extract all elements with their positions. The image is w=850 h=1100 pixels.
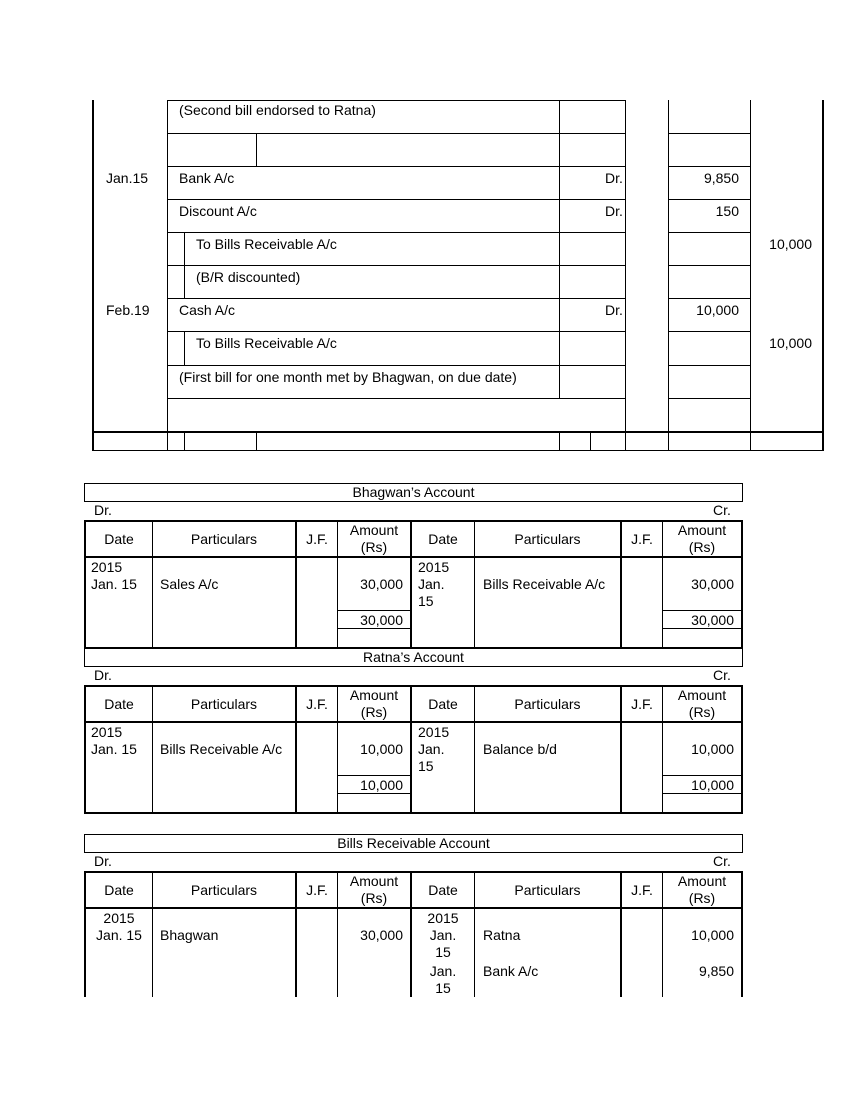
journal-narration: (B/R discounted) <box>196 269 301 285</box>
journal-debit: 10,000 <box>696 302 739 318</box>
entry-year: 2015 <box>91 724 123 740</box>
ledger-title: Bills Receivable Account <box>84 834 743 853</box>
col-jf: J.F. <box>631 531 653 547</box>
entry-date: Jan. 15 <box>418 576 445 609</box>
col-date: Date <box>104 531 134 547</box>
col-amount: Amount (Rs) <box>677 687 727 720</box>
ledger-title: Ratna’s Account <box>84 648 743 667</box>
col-date: Date <box>428 696 458 712</box>
journal-dr-label: Dr. <box>605 302 623 318</box>
entry-amount: 30,000 <box>360 927 403 943</box>
col-amount: Amount (Rs) <box>349 687 399 720</box>
entry-year: 2015 <box>91 559 123 575</box>
col-date: Date <box>428 882 458 898</box>
col-jf: J.F. <box>306 882 328 898</box>
journal-particulars: Discount A/c <box>179 203 257 219</box>
col-date: Date <box>428 531 458 547</box>
cr-label: Cr. <box>713 502 731 518</box>
dr-label: Dr. <box>94 853 112 869</box>
col-jf: J.F. <box>631 882 653 898</box>
col-amount: Amount (Rs) <box>677 873 727 906</box>
journal-dr-label: Dr. <box>605 170 623 186</box>
col-particulars: Particulars <box>190 531 258 547</box>
cr-label: Cr. <box>713 853 731 869</box>
journal-debit: 9,850 <box>703 170 739 186</box>
entry-particulars: Sales A/c <box>160 576 219 592</box>
entry-total: 30,000 <box>360 612 403 628</box>
entry-amount: 9,850 <box>698 963 734 979</box>
journal-dr-label: Dr. <box>605 203 623 219</box>
col-jf: J.F. <box>306 696 328 712</box>
entry-amount: 10,000 <box>360 741 403 757</box>
entry-amount: 10,000 <box>691 927 734 943</box>
entry-date: Jan. 15 <box>91 576 137 592</box>
col-particulars: Particulars <box>190 882 258 898</box>
col-amount: Amount (Rs) <box>677 522 727 555</box>
entry-total: 30,000 <box>691 612 734 628</box>
entry-year: 2015 <box>418 559 450 575</box>
entry-amount: 30,000 <box>691 576 734 592</box>
entry-year: 2015 <box>103 910 135 926</box>
journal-debit: 150 <box>715 203 739 219</box>
col-particulars: Particulars <box>514 882 581 898</box>
journal-narration: (First bill for one month met by Bhagwan, on due date) <box>179 369 517 385</box>
ledger-title: Bhagwan’s Account <box>84 483 743 502</box>
entry-amount: 30,000 <box>360 576 403 592</box>
journal-particulars: Cash A/c <box>179 302 236 318</box>
entry-particulars: Balance b/d <box>483 741 557 757</box>
col-particulars: Particulars <box>514 696 581 712</box>
entry-date: Jan. 15 <box>429 963 457 996</box>
entry-particulars: Bills Receivable A/c <box>160 741 283 757</box>
entry-amount: 10,000 <box>691 741 734 757</box>
col-jf: J.F. <box>631 696 653 712</box>
entry-date: Jan. 15 <box>418 741 445 774</box>
entry-total: 10,000 <box>691 777 734 793</box>
entry-total: 10,000 <box>360 777 403 793</box>
entry-year: 2015 <box>418 724 450 740</box>
journal-credit: 10,000 <box>769 335 812 351</box>
col-amount: Amount (Rs) <box>349 522 399 555</box>
entry-date: Jan. 15 <box>429 927 457 960</box>
entry-date: Jan. 15 <box>96 927 142 943</box>
col-jf: J.F. <box>306 531 328 547</box>
journal-particulars: Bank A/c <box>179 170 235 186</box>
col-particulars: Particulars <box>514 531 581 547</box>
journal-date: Jan.15 <box>106 170 149 186</box>
dr-label: Dr. <box>94 667 112 683</box>
journal-credit: 10,000 <box>769 236 812 252</box>
col-amount: Amount (Rs) <box>349 873 399 906</box>
dr-label: Dr. <box>94 502 112 518</box>
entry-particulars: Ratna <box>483 927 521 943</box>
journal-particulars: To Bills Receivable A/c <box>196 236 337 252</box>
journal-narration: (Second bill endorsed to Ratna) <box>179 102 376 118</box>
entry-year: 2015 <box>427 910 459 926</box>
cr-label: Cr. <box>713 667 731 683</box>
col-date: Date <box>104 882 134 898</box>
entry-particulars: Bhagwan <box>160 927 219 943</box>
col-particulars: Particulars <box>190 696 258 712</box>
col-date: Date <box>104 696 134 712</box>
journal-date: Feb.19 <box>106 302 150 318</box>
entry-particulars: Bills Receivable A/c <box>483 576 606 592</box>
entry-date: Jan. 15 <box>91 741 137 757</box>
journal-particulars: To Bills Receivable A/c <box>196 335 337 351</box>
entry-particulars: Bank A/c <box>483 963 539 979</box>
